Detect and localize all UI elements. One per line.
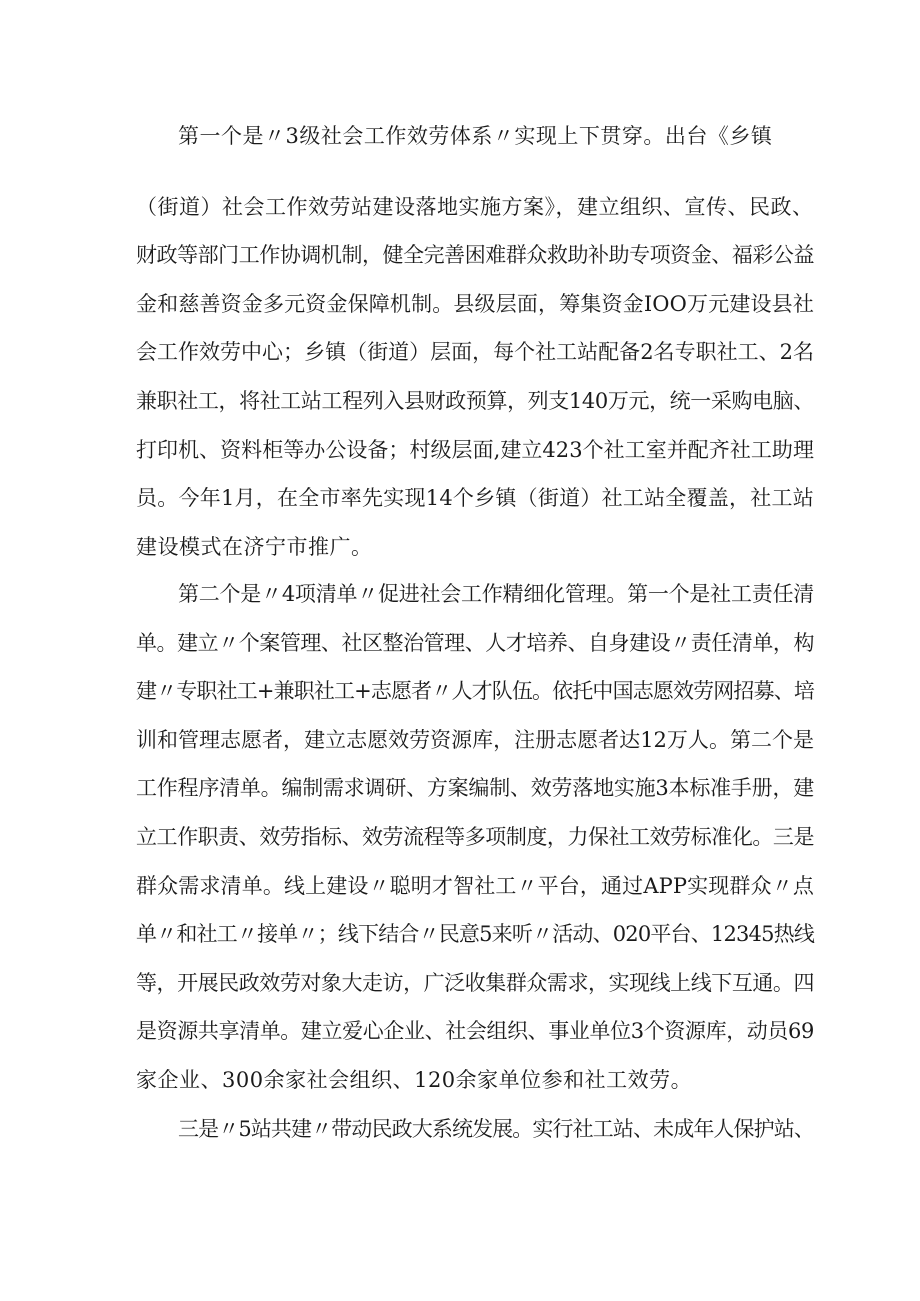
paragraph-line: 三是〃5站共建〃带动民政大系统发展。实行社工站、未成年人保护站、 [178,1117,814,1141]
paragraph-1 [136,112,814,571]
paragraph-line: 群众需求清单。线上建设〃聪明才智社工〃平台，通过APP实现群众〃点 [136,873,814,898]
paragraph-line: 打印机、资料柜等办公设备；村级层面,建立423个社工室并配齐社工助理 [136,437,814,462]
paragraph-line: 建〃专职社工+兼职社工+志愿者〃人才队伍。依托中国志愿效劳网招募、培 [136,679,814,704]
paragraph-2 [136,570,814,1105]
paragraph-line: 第二个是〃4项清单〃促进社会工作精细化管理。第一个是社工责任清 [178,582,814,606]
paragraph-line: 员。今年1月，在全市率先实现14个乡镇（街道）社工站全覆盖，社工站 [136,486,814,511]
paragraph-3 [136,1105,814,1154]
paragraph-line: 金和慈善资金多元资金保障机制。县级层面，筹集资金IOO万元建设县社 [136,291,814,316]
paragraph-line: 单〃和社工〃接单〃；线下结合〃民意5来听〃活动、020平台、12345热线 [136,922,814,947]
paragraph-line: 兼职社工，将社工站工程列入县财政预算，列支140万元，统一采购电脑、 [136,388,814,413]
paragraph-line: 建设模式在济宁市推广。 [136,534,373,559]
paragraph-line: 财政等部门工作协调机制，健全完善困难群众救助补助专项资金、福彩公益 [136,243,814,268]
paragraph-line: 第一个是〃3级社会工作效劳体系〃实现上下贯穿。出台《乡镇 [178,124,773,148]
paragraph-line: 训和管理志愿者，建立志愿效劳资源库，注册志愿者达12万人。第二个是 [136,727,814,752]
paragraph-line: 等，开展民政效劳对象大走访，广泛收集群众需求，实现线上线下互通。四 [136,970,814,995]
paragraph-line: 工作程序清单。编制需求调研、方案编制、效劳落地实施3本标准手册，建 [136,776,814,801]
paragraph-line: 单。建立〃个案管理、社区整治管理、人才培养、自身建设〃责任清单，构 [136,630,814,655]
paragraph-line: 是资源共享清单。建立爱心企业、社会组织、事业单位3个资源库，动员69 [136,1019,814,1044]
paragraph-line: 家企业、300余家社会组织、120余家单位参和社工效劳。 [136,1067,693,1092]
paragraph-line: （街道）社会工作效劳站建设落地实施方案》，建立组织、宣传、民政、 [136,194,814,219]
paragraph-line: 会工作效劳中心；乡镇（街道）层面，每个社工站配备2名专职社工、2名 [136,340,814,365]
paragraph-line: 立工作职责、效劳指标、效劳流程等多项制度，力保社工效劳标准化。三是 [136,824,814,849]
